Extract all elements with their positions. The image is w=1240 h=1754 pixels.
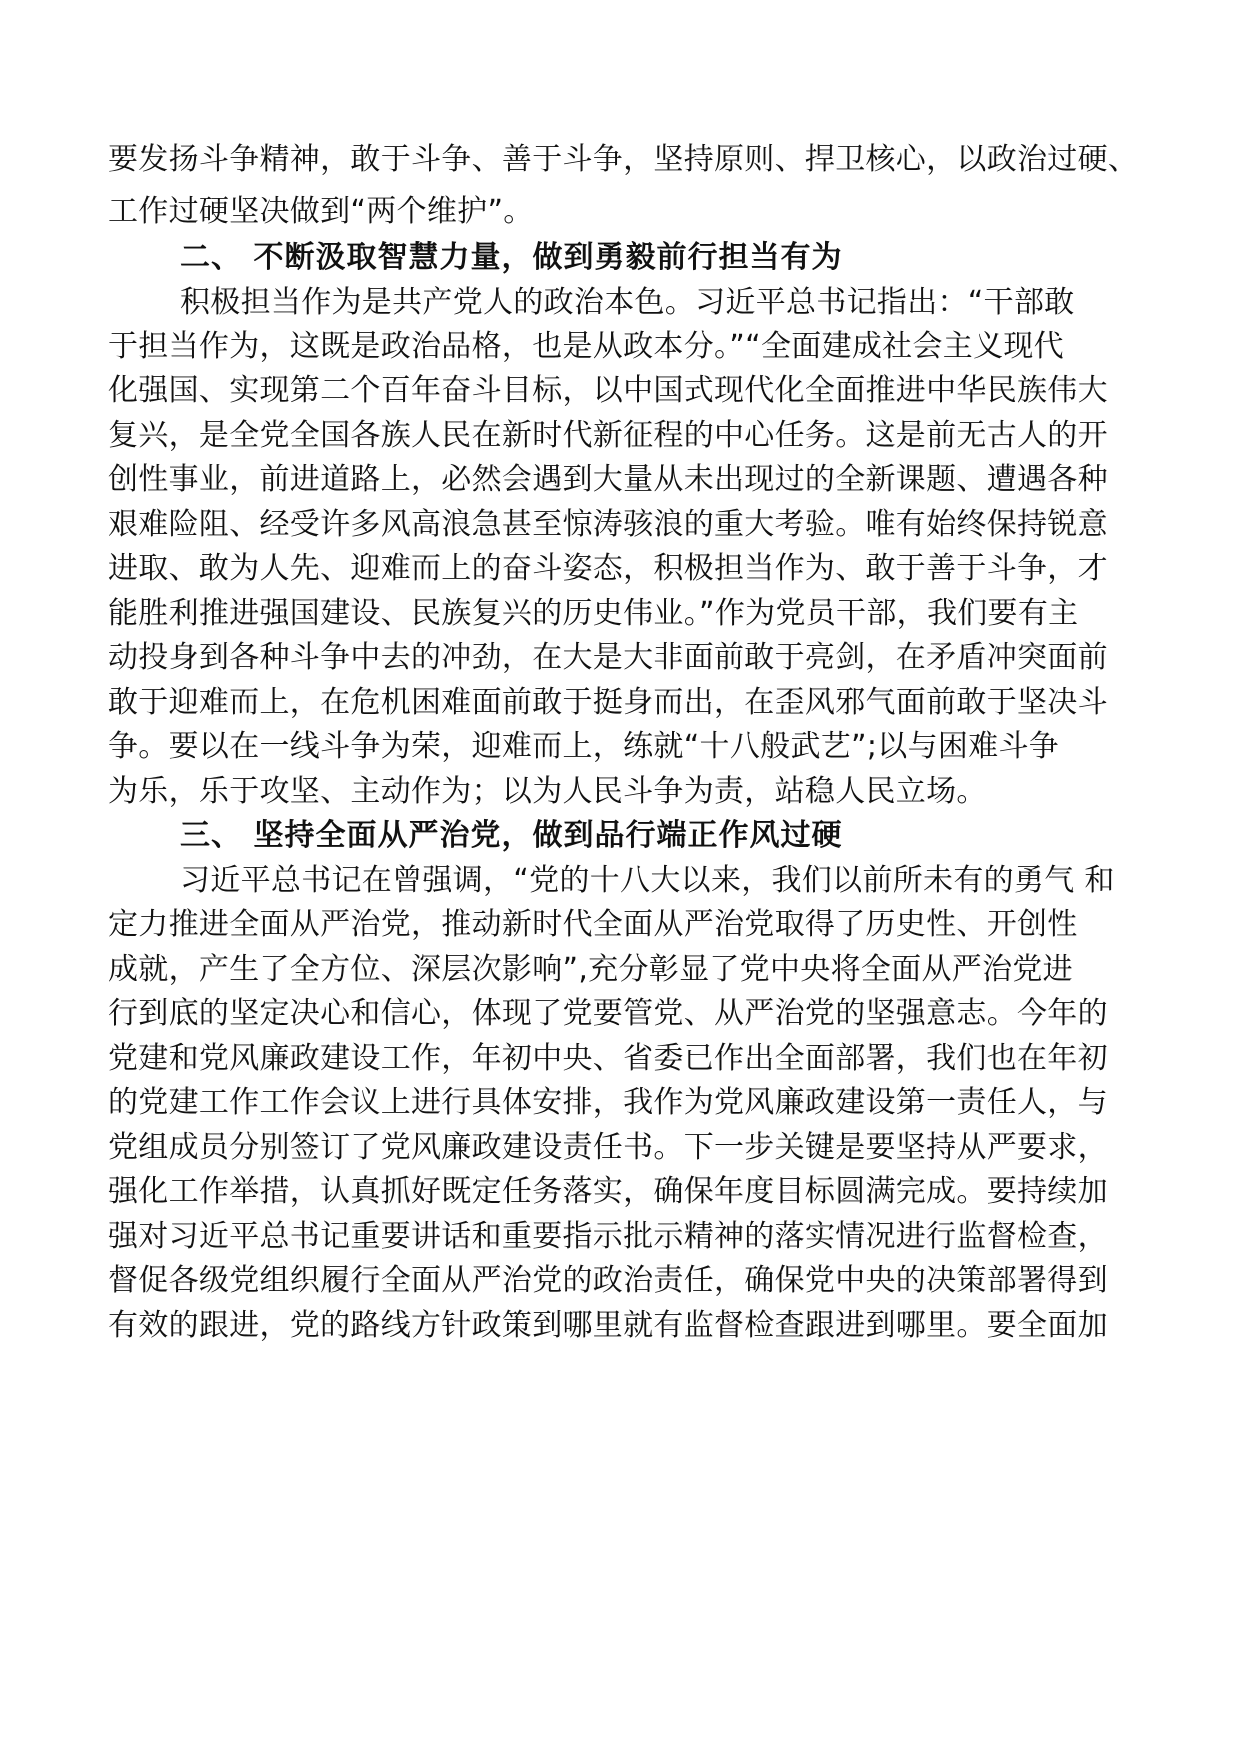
body-text-line: 艰难险阻、经受许多风高浪急甚至惊涛骇浪的重大考验。唯有始终保持锐意 bbox=[108, 507, 1108, 542]
body-text-line: 要发扬斗争精神，敢于斗争、善于斗争，坚持原则、捍卫核心，以政治过硬、 bbox=[108, 142, 1139, 177]
body-text-line: 有效的跟进，党的路线方针政策到哪里就有监督检查跟进到哪里。要全面加 bbox=[108, 1308, 1108, 1343]
body-text-line: 复兴，是全党全国各族人民在新时代新征程的中心任务。这是前无古人的开 bbox=[108, 418, 1108, 453]
body-text-line: 行到底的坚定决心和信心，体现了党要管党、从严治党的坚强意志。今年的 bbox=[108, 996, 1108, 1031]
body-text-line: 党建和党风廉政建设工作，年初中央、省委已作出全面部署，我们也在年初 bbox=[108, 1041, 1108, 1076]
section-heading-2: 二、 不断汲取智慧力量，做到勇毅前行担当有为 bbox=[180, 240, 843, 275]
body-text-line: 的党建工作工作会议上进行具体安排，我作为党风廉政建设第一责任人，与 bbox=[108, 1085, 1108, 1120]
body-text-line: 党组成员分别签订了党风廉政建设责任书。下一步关键是要坚持从严要求， bbox=[108, 1130, 1108, 1165]
body-text-line: 于担当作为，这既是政治品格，也是从政本分。”“全面建成社会主义现代 bbox=[108, 329, 1064, 364]
body-text-line: 敢于迎难而上，在危机困难面前敢于挺身而出，在歪风邪气面前敢于坚决斗 bbox=[108, 685, 1108, 720]
body-text-line: 成就，产生了全方位、深层次影响”,充分彰显了党中央将全面从严治党进 bbox=[108, 952, 1073, 987]
body-text-line: 强化工作举措，认真抓好既定任务落实，确保年度目标圆满完成。要持续加 bbox=[108, 1174, 1108, 1209]
body-text-line: 定力推进全面从严治党，推动新时代全面从严治党取得了历史性、开创性 bbox=[108, 907, 1078, 942]
body-text-line: 习近平总书记在曾强调，“党的十八大以来，我们以前所未有的勇气 和 bbox=[180, 863, 1115, 898]
body-text-line: 动投身到各种斗争中去的冲劲，在大是大非面前敢于亮剑，在矛盾冲突面前 bbox=[108, 640, 1108, 675]
body-text-line: 积极担当作为是共产党人的政治本色。习近平总书记指出：“干部敢 bbox=[180, 285, 1075, 320]
body-text-line: 工作过硬坚决做到“两个维护”。 bbox=[108, 194, 534, 229]
body-text-line: 强对习近平总书记重要讲话和重要指示批示精神的落实情况进行监督检查， bbox=[108, 1219, 1108, 1254]
body-text-line: 为乐，乐于攻坚、主动作为；以为人民斗争为责，站稳人民立场。 bbox=[108, 774, 987, 809]
body-text-line: 进取、敢为人先、迎难而上的奋斗姿态，积极担当作为、敢于善于斗争，才 bbox=[108, 551, 1108, 586]
body-text-line: 创性事业，前进道路上，必然会遇到大量从未出现过的全新课题、遭遇各种 bbox=[108, 462, 1108, 497]
body-text-line: 争。要以在一线斗争为荣，迎难而上，练就“十八般武艺”;以与困难斗争 bbox=[108, 729, 1060, 764]
body-text-line: 化强国、实现第二个百年奋斗目标，以中国式现代化全面推进中华民族伟大 bbox=[108, 373, 1108, 408]
body-text-line: 能胜利推进强国建设、民族复兴的历史伟业。”作为党员干部，我们要有主 bbox=[108, 596, 1079, 631]
body-text-line: 督促各级党组织履行全面从严治党的政治责任，确保党中央的决策部署得到 bbox=[108, 1263, 1108, 1298]
section-heading-3: 三、 坚持全面从严治党，做到品行端正作风过硬 bbox=[180, 818, 843, 853]
